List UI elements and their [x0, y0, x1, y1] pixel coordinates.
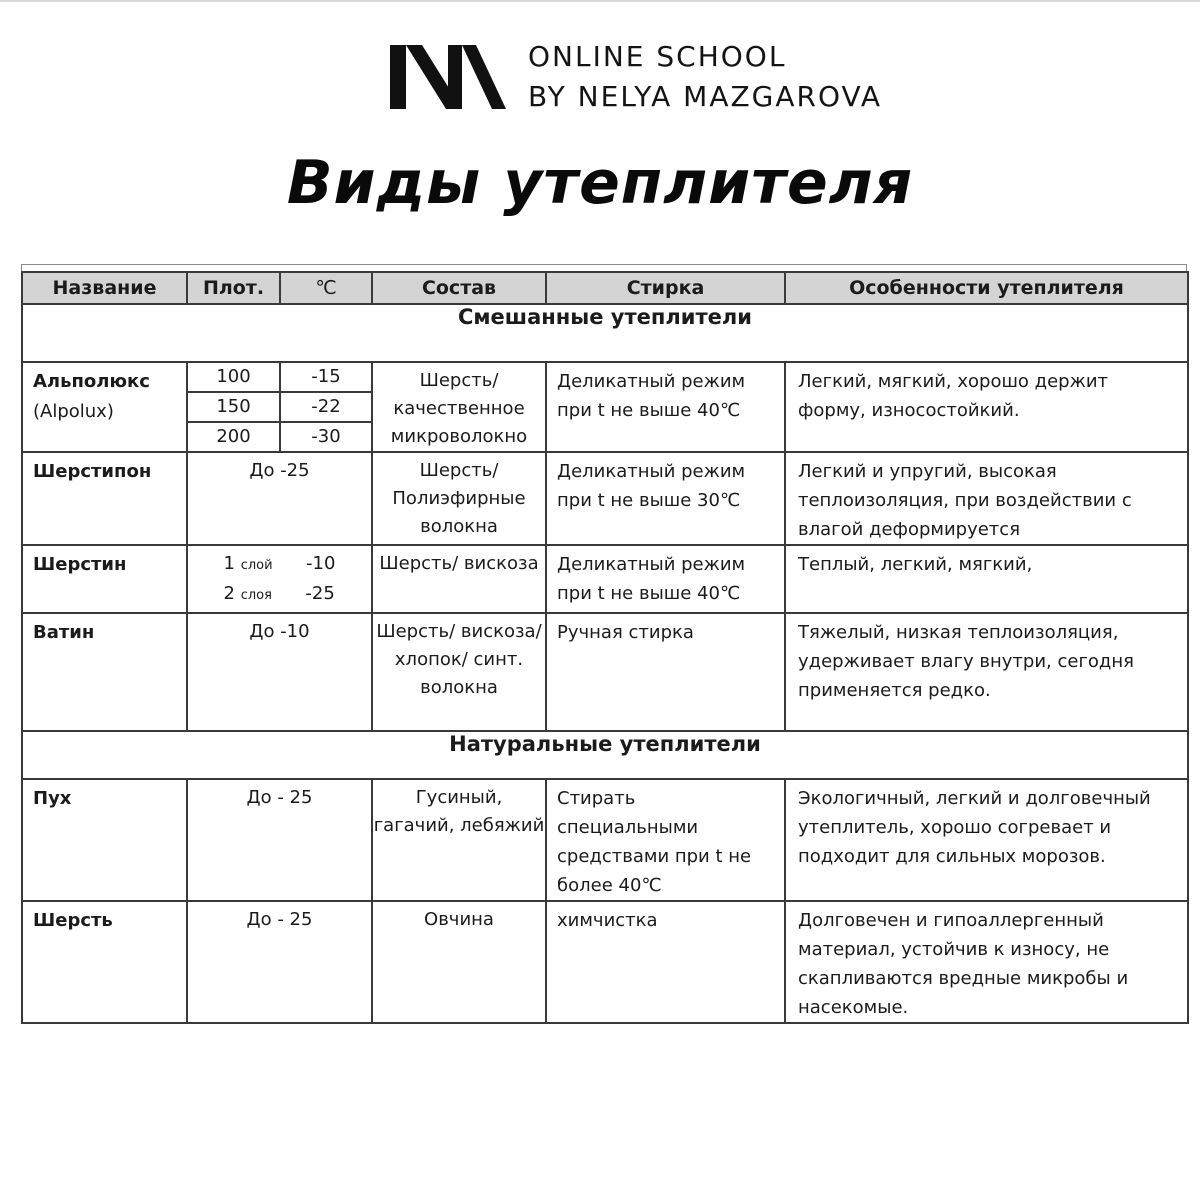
section-row-natural [22, 731, 1188, 779]
cell-density: До - 25 [187, 779, 372, 901]
cell-features: Долговечен и гипоаллергенный материал, устойчив к износу, не скапливаются вредные микробы и насекомые. [785, 901, 1188, 1023]
header-washing: Стирка [546, 272, 785, 304]
insulation-table-container [21, 264, 1187, 1024]
header-features: Особенности утеплителя [785, 272, 1188, 304]
cell-density: 200 [187, 422, 280, 452]
brand-logo-icon [388, 43, 508, 111]
cell-features: Легкий, мягкий, хорошо держит форму, износостойкий. [785, 362, 1188, 452]
cell-name: Шерстипон [22, 452, 187, 545]
header-density: Плот. [187, 272, 280, 304]
cell-temp: -22 [280, 392, 372, 422]
cell-composition: Шерсть/ качественное микроволокно [372, 362, 546, 452]
cell-features: Экологичный, легкий и долговечный утеплитель, хорошо согревает и подходит для сильных морозов. [785, 779, 1188, 901]
cell-washing: Стирать специальными средствами при t не более 40℃ [546, 779, 785, 901]
cell-washing: Деликатный режим при t не выше 40℃ [546, 545, 785, 613]
name-alpolux: Альполюкс [33, 371, 150, 392]
cell-name: Ватин [22, 613, 187, 731]
layer-line [224, 580, 336, 610]
cell-washing: Деликатный режим при t не выше 30℃ [546, 452, 785, 545]
cell-composition: Шерсть/ вискоза [372, 545, 546, 613]
insulation-table [21, 271, 1189, 1024]
cell-density: До - 25 [187, 901, 372, 1023]
brand-line-2: BY NELYA MAZGAROVA [528, 80, 883, 113]
cell-name: Пух [22, 779, 187, 901]
header-temp: ℃ [280, 272, 372, 304]
brand-header [388, 40, 882, 114]
cell-density: До -10 [187, 613, 372, 731]
cell-name [22, 362, 187, 452]
cell-temp: -30 [280, 422, 372, 452]
cell-name: Шерстин [22, 545, 187, 613]
section-row-mixed [22, 304, 1188, 362]
table-row [22, 362, 1188, 392]
header-name: Название [22, 272, 187, 304]
table-top-border [21, 264, 1187, 271]
cell-composition: Шерсть/ Полиэфирные волокна [372, 452, 546, 545]
layer-temp: -10 [306, 553, 336, 574]
cell-features: Тяжелый, низкая теплоизоляция, удерживает влагу внутри, сегодня применяется редко. [785, 613, 1188, 731]
table-header-row [22, 272, 1188, 304]
cell-density [187, 545, 372, 613]
brand-line-1: ONLINE SCHOOL [528, 40, 787, 73]
cell-name: Шерсть [22, 901, 187, 1023]
table-row [22, 779, 1188, 901]
cell-density: До -25 [187, 452, 372, 545]
section-title-mixed: Смешанные утеплители [22, 304, 1188, 362]
page-title: Виды утеплителя [286, 148, 914, 218]
cell-composition: Гусиный, гагачий, лебяжий [372, 779, 546, 901]
top-divider [0, 0, 1200, 2]
cell-composition: Шерсть/ вискоза/ хлопок/ синт. волокна [372, 613, 546, 731]
layer-temp: -25 [305, 583, 335, 604]
cell-temp: -15 [280, 362, 372, 392]
table-row [22, 613, 1188, 731]
section-title-natural: Натуральные утеплители [22, 731, 1188, 779]
table-row [22, 545, 1188, 613]
cell-composition: Овчина [372, 901, 546, 1023]
cell-features: Теплый, легкий, мягкий, [785, 545, 1188, 613]
table-row [22, 901, 1188, 1023]
cell-features: Легкий и упругий, высокая теплоизоляция, при воздействии с влагой деформируется [785, 452, 1188, 545]
cell-washing: Ручная стирка [546, 613, 785, 731]
brand-text [528, 37, 882, 117]
layer-line [224, 550, 336, 580]
cell-density: 100 [187, 362, 280, 392]
layers-list [224, 550, 336, 610]
header-composition: Состав [372, 272, 546, 304]
layer-unit: слоя [240, 588, 272, 603]
cell-density: 150 [187, 392, 280, 422]
table-row [22, 452, 1188, 545]
layer-count: 1 [223, 553, 235, 574]
cell-washing: Деликатный режим при t не выше 40℃ [546, 362, 785, 452]
layer-count: 2 [223, 583, 235, 604]
layer-unit: слой [240, 558, 273, 573]
cell-washing: химчистка [546, 901, 785, 1023]
name-alpolux-latin: (Alpolux) [33, 401, 114, 422]
